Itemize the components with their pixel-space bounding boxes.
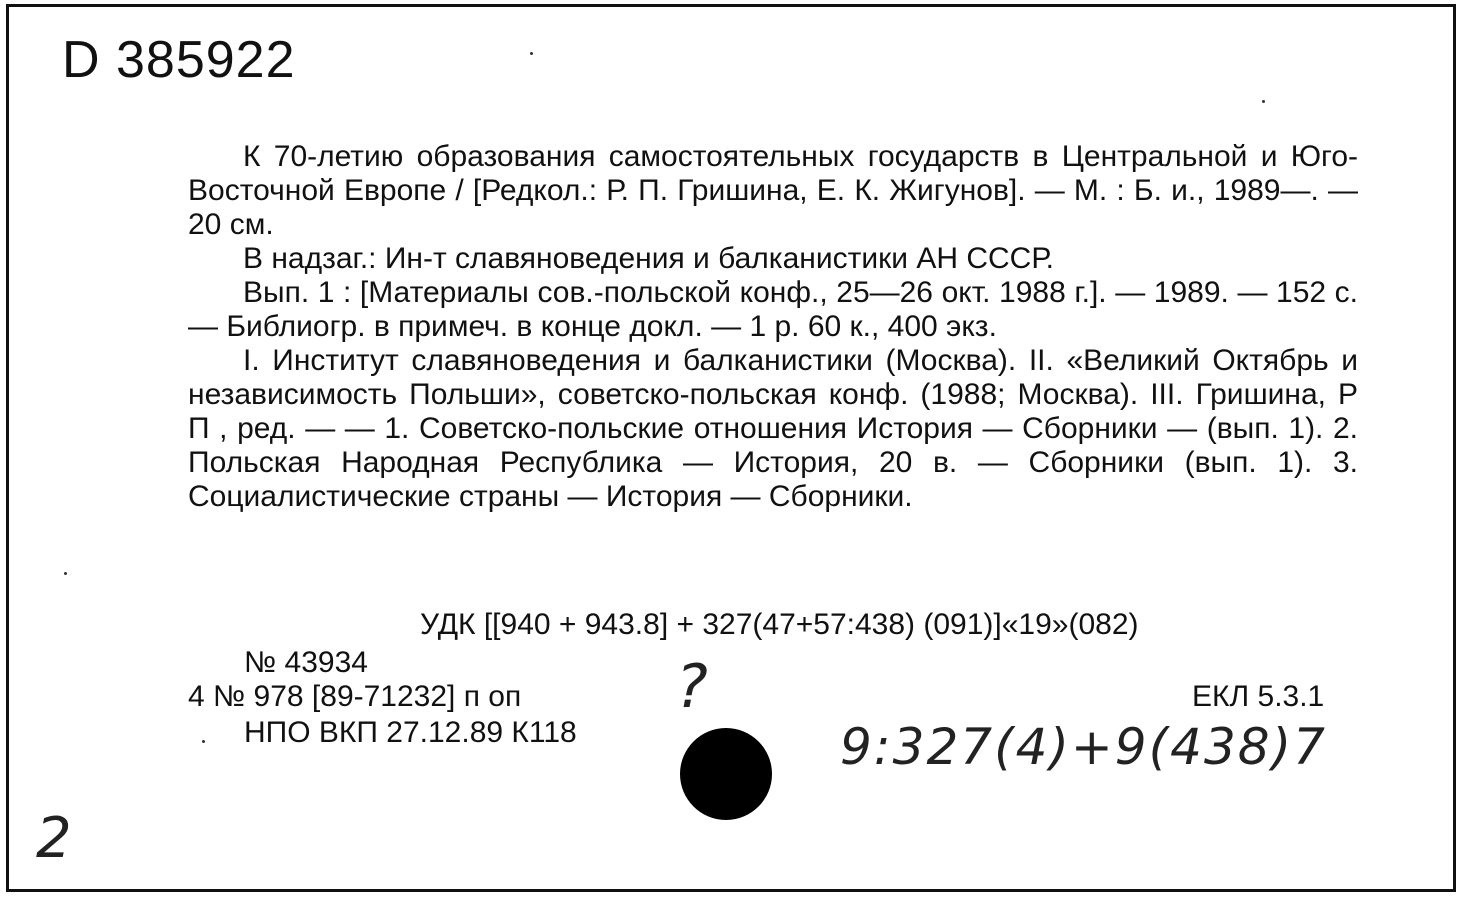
ekl-code: ЕКЛ 5.3.1 (1192, 680, 1325, 713)
record-title-paragraph: К 70-летию образования самостоятельных государств в Центральной и Юго-Восточной Европе / [Редкол.: Р. П. Гришина, Е. К. Жигунов]. — М. : Б. и., 1989—. — 20 см. (188, 140, 1358, 241)
speck (1262, 100, 1265, 103)
handwritten-number: 2 (36, 806, 72, 871)
speck (202, 740, 205, 743)
udk-classification: УДК [[940 + 943.8] + 327(47+57:438) (091)]«19»(082) (420, 608, 1139, 641)
record-volume-paragraph: Вып. 1 : [Материалы сов.-польской конф., 25—26 окт. 1988 г.]. — 1989. — 152 с. — Библиогр. в примеч. в конце докл. — 1 р. 60 к., 400 экз. (188, 276, 1358, 343)
speck (530, 52, 533, 55)
record-subjects-paragraph: I. Институт славяноведения и балканистики (Москва). II. «Великий Октябрь и независимость Польши», советско-польская конф. (1988; Москва). III. Гришина, Р П , ред. — — 1. Советско-польские отношения История — Сборники — (вып. 1). 2. Польская Народная Республика — История, 20 в. — Сборники (вып. 1). 3. Социалистические страны — История — Сборники. (188, 344, 1359, 513)
card-stamp-number: D 385922 (62, 31, 296, 89)
record-number: № 43934 (244, 646, 368, 679)
npo-line: НПО ВКП 27.12.89 К118 (244, 716, 577, 749)
handwritten-classification: 9:327(4)+9(438)7 (840, 718, 1327, 776)
record-note-paragraph: В надзаг.: Ин-т славяноведения и балканистики АН СССР. (243, 242, 1054, 275)
punch-hole-blot (680, 728, 772, 820)
handwritten-question-mark: ? (676, 652, 708, 722)
order-line: 4 № 978 [89-71232] п оп (188, 680, 522, 713)
speck (64, 572, 67, 575)
bibliographic-record (188, 140, 1358, 514)
